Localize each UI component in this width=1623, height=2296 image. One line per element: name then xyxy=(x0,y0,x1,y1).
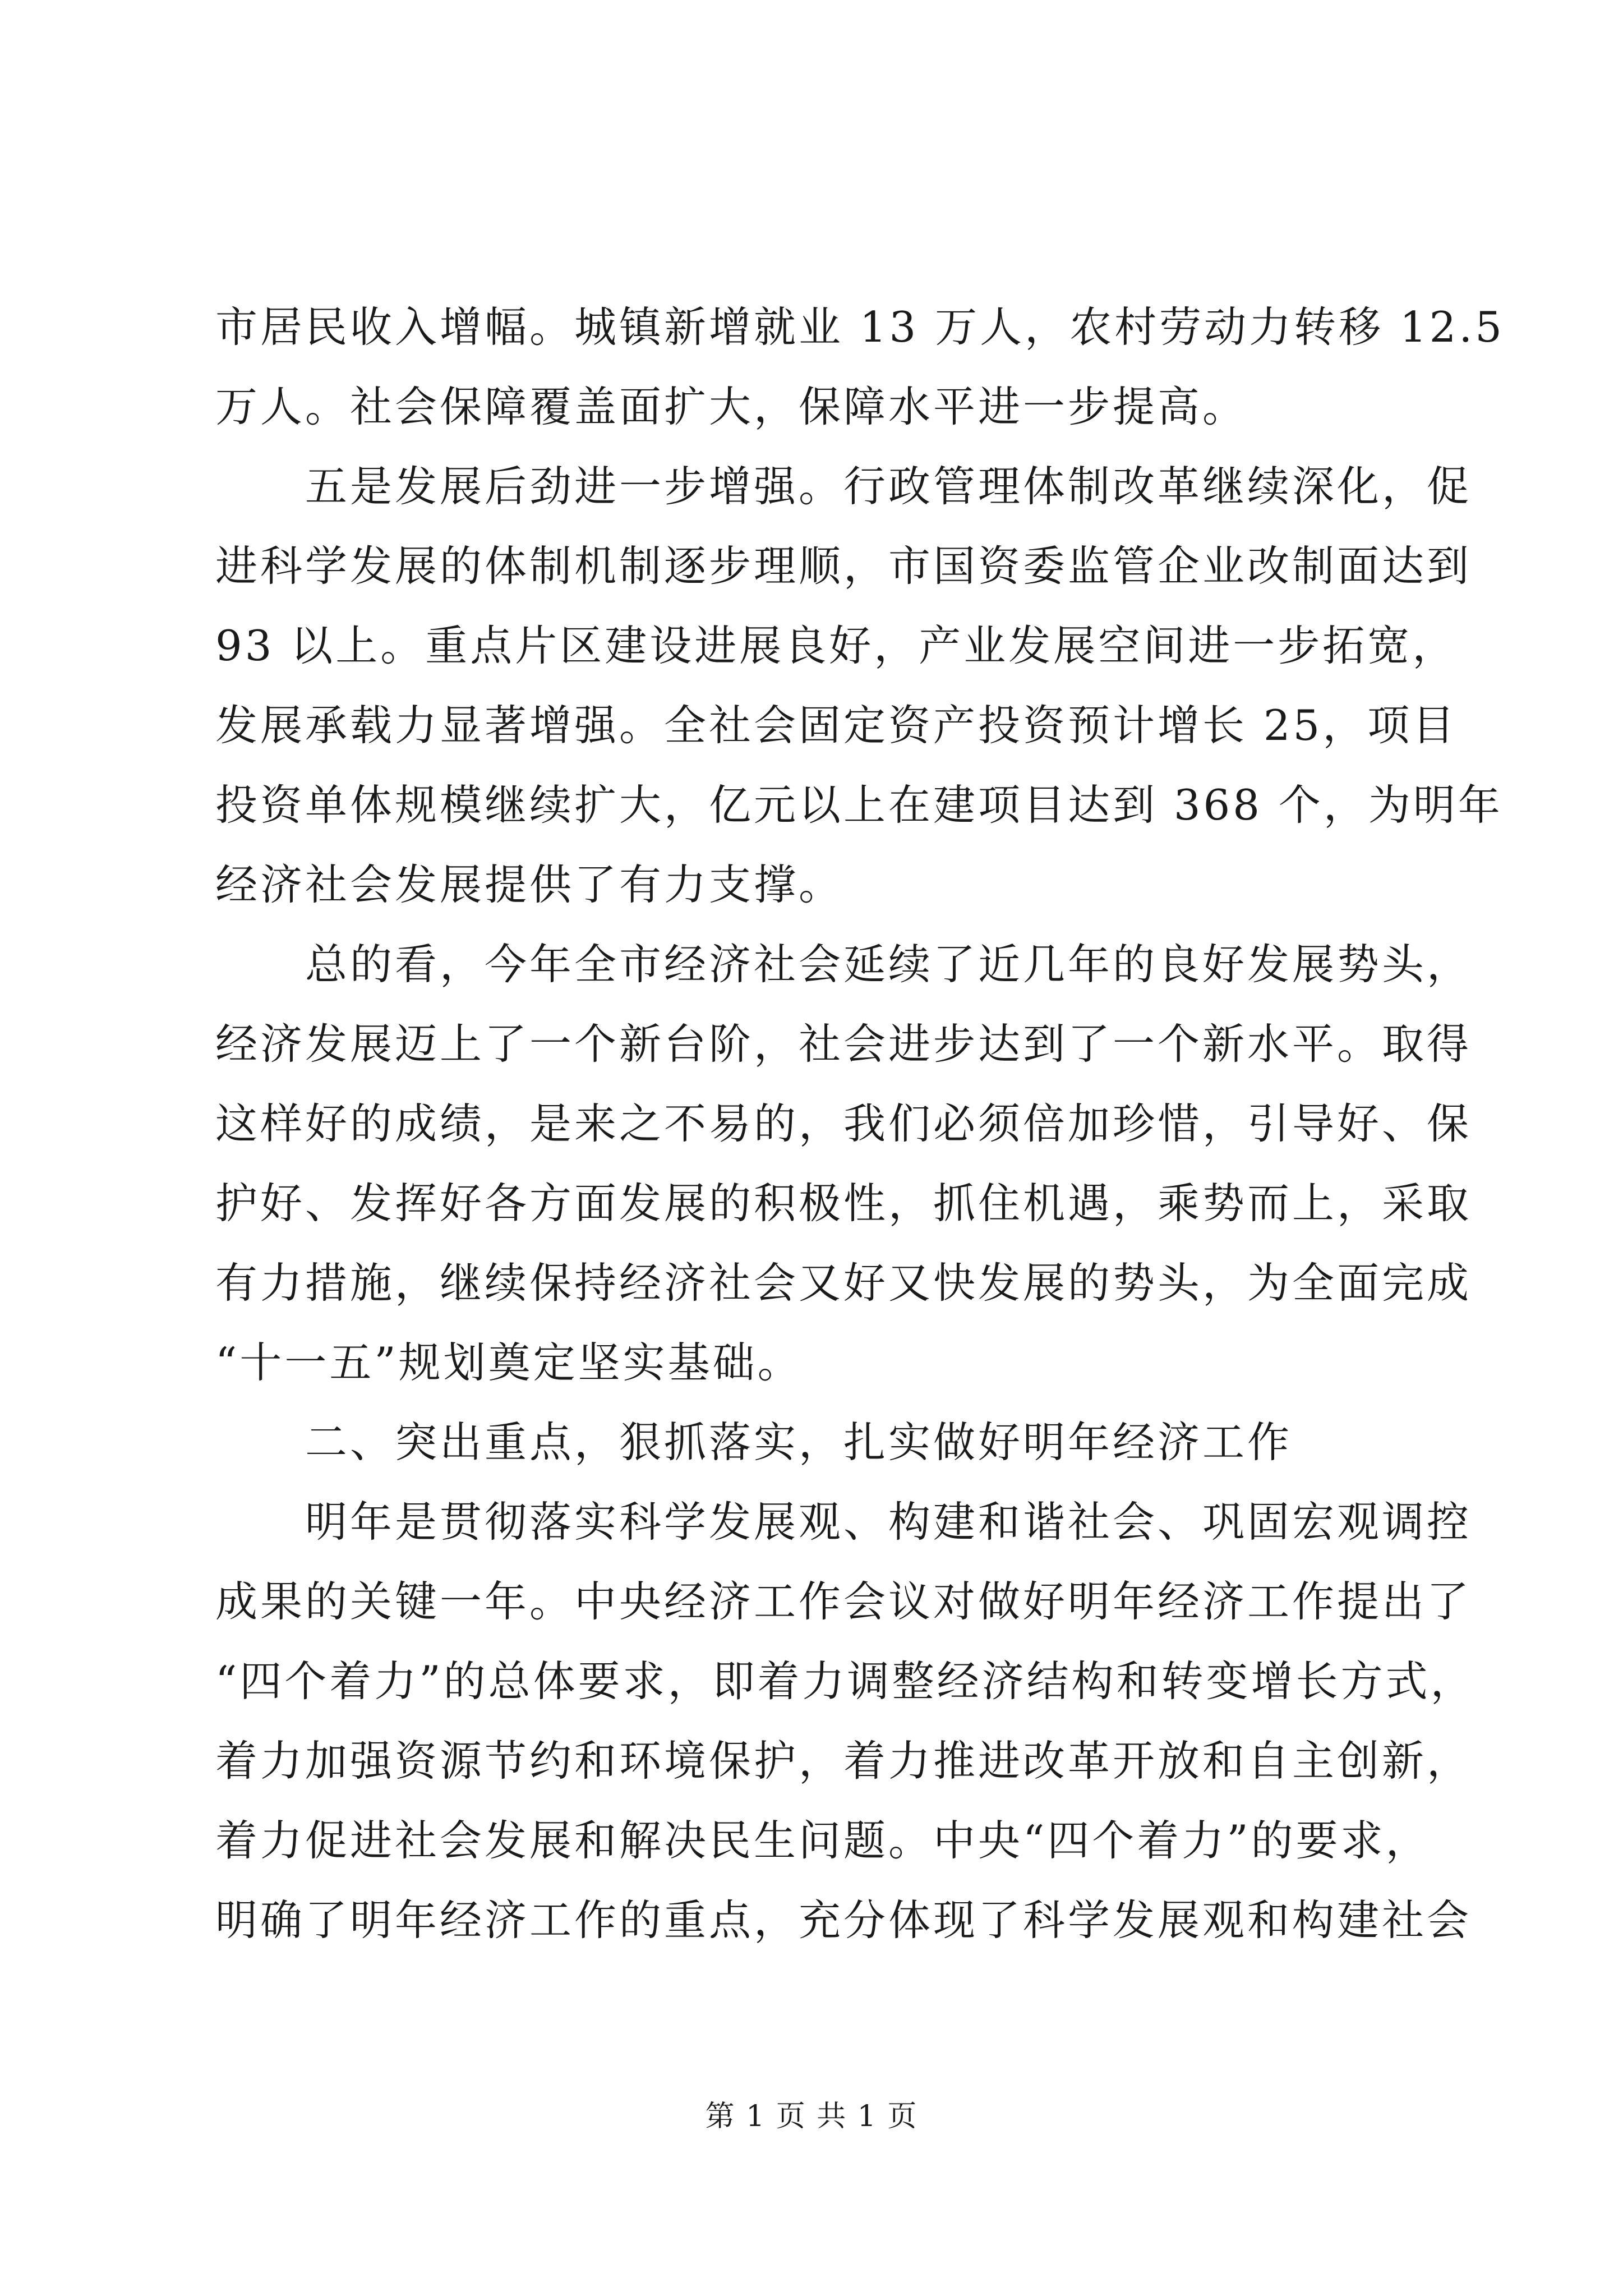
text-line: 着力促进社会发展和解决民生问题。中央“四个着力”的要求， xyxy=(215,1816,1431,1865)
text-line: “十一五”规划奠定坚实基础。 xyxy=(215,1338,803,1387)
text-line: 这样好的成绩，是来之不易的，我们必须倍加珍惜，引导好、保 xyxy=(215,1099,1472,1148)
page-footer: 第 1 页 共 1 页 xyxy=(705,2100,918,2133)
document-body xyxy=(215,287,1505,1960)
text-line: 护好、发挥好各方面发展的积极性，抓住机遇，乘势而上，采取 xyxy=(215,1179,1472,1228)
text-line: 五是发展后劲进一步增强。行政管理体制改革继续深化，促 xyxy=(305,462,1472,511)
text-line: 经济社会发展提供了有力支撑。 xyxy=(215,860,844,909)
text-line: 投资单体规模继续扩大，亿元以上在建项目达到 368 个，为明年 xyxy=(215,780,1503,830)
text-line: 二、突出重点，狠抓落实，扎实做好明年经济工作 xyxy=(305,1418,1293,1467)
text-line: 着力加强资源节约和环境保护，着力推进改革开放和自主创新， xyxy=(215,1736,1472,1786)
text-line: 93 以上。重点片区建设进展良好，产业发展空间进一步拓宽， xyxy=(215,621,1458,670)
text-line: 成果的关键一年。中央经济工作会议对做好明年经济工作提出了 xyxy=(215,1577,1472,1626)
text-line: 明年是贯彻落实科学发展观、构建和谐社会、巩固宏观调控 xyxy=(305,1497,1472,1547)
text-line: 明确了明年经济工作的重点，充分体现了科学发展观和构建社会 xyxy=(215,1895,1472,1945)
text-line: 总的看，今年全市经济社会延续了近几年的良好发展势头， xyxy=(305,940,1472,989)
text-line: 经济发展迈上了一个新台阶，社会进步达到了一个新水平。取得 xyxy=(215,1019,1472,1069)
text-line: 有力措施，继续保持经济社会又好又快发展的势头，为全面完成 xyxy=(215,1258,1472,1308)
text-line: “四个着力”的总体要求，即着力调整经济结构和转变增长方式， xyxy=(215,1657,1476,1706)
text-line: 发展承载力显著增强。全社会固定资产投资预计增长 25，项目 xyxy=(215,701,1458,750)
text-line: 进科学发展的体制机制逐步理顺，市国资委监管企业改制面达到 xyxy=(215,541,1472,591)
text-line: 万人。社会保障覆盖面扩大，保障水平进一步提高。 xyxy=(215,382,1248,431)
text-line: 市居民收入增幅。城镇新增就业 13 万人，农村劳动力转移 12.5 xyxy=(215,302,1505,352)
